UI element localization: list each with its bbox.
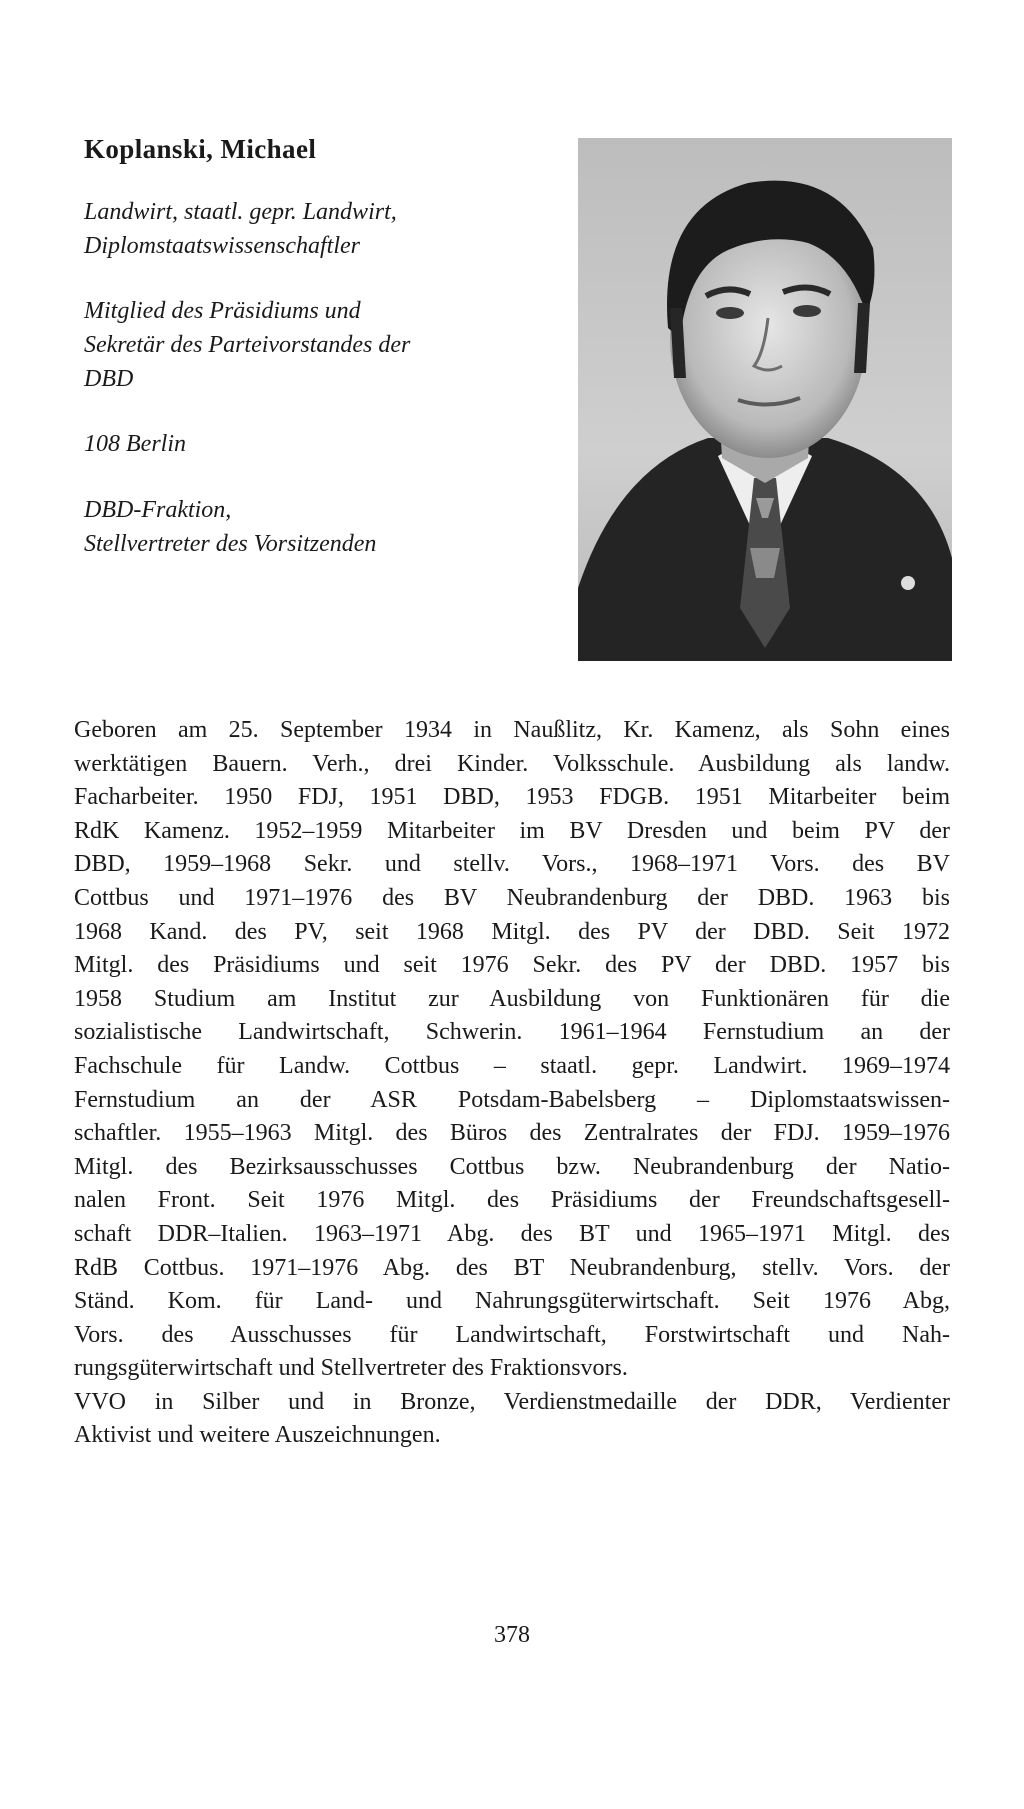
party-position (84, 294, 554, 396)
biography-line: Mitgl. des Bezirksausschusses Cottbus bzw. Neubrandenburg der Natio- (74, 1153, 950, 1180)
location (84, 427, 554, 461)
biography-line: 1968 Kand. des PV, seit 1968 Mitgl. des PV der DBD. Seit 1972 (74, 918, 950, 945)
biography-line: Mitgl. des Präsidiums und seit 1976 Sekr. des PV der DBD. 1957 bis (74, 952, 950, 979)
biography-line: Aktivist und weitere Auszeichnungen. (74, 1422, 441, 1449)
biography-line: RdK Kamenz. 1952–1959 Mitarbeiter im BV Dresden und beim PV der (74, 817, 950, 844)
profession (84, 195, 554, 263)
portrait-photo-icon (578, 138, 952, 661)
biography-line: Ständ. Kom. für Land- und Nahrungsgüterwirtschaft. Seit 1976 Abg, (74, 1288, 950, 1315)
position-line: DBD (84, 366, 134, 392)
biography-line: DBD, 1959–1968 Sekr. und stellv. Vors., 1968–1971 Vors. des BV (74, 851, 950, 878)
biography-line: Fachschule für Landw. Cottbus – staatl. gepr. Landwirt. 1969–1974 (74, 1052, 950, 1079)
biography-line: werktätigen Bauern. Verh., drei Kinder. Volksschule. Ausbildung als landw. (74, 750, 950, 777)
profession-line: Landwirt, staatl. gepr. Landwirt, (84, 199, 397, 225)
biography-line: Vors. des Ausschusses für Landwirtschaft, Forstwirtschaft und Nah- (74, 1321, 950, 1348)
fraction-role (84, 493, 554, 561)
biography-line: nalen Front. Seit 1976 Mitgl. des Präsidiums der Freundschaftsgesell- (74, 1187, 950, 1214)
fraction-line: DBD-Fraktion, (84, 497, 232, 523)
biography-line: sozialistische Landwirtschaft, Schwerin. 1961–1964 Fernstudium an der (74, 1019, 950, 1046)
profession-line: Diplomstaatswissenschaftler (84, 233, 361, 259)
portrait-photo (578, 138, 952, 661)
page-number: 378 (494, 1622, 530, 1648)
biography-line: 1958 Studium am Institut zur Ausbildung von Funktionären für die (74, 985, 950, 1012)
location-line: 108 Berlin (84, 431, 186, 457)
biography-line: schaftler. 1955–1963 Mitgl. des Büros des Zentralrates der FDJ. 1959–1976 (74, 1120, 950, 1147)
biography-line: rungsgüterwirtschaft und Stellvertreter des Fraktionsvors. (74, 1355, 628, 1382)
biography (74, 714, 950, 1453)
fraction-line: Stellvertreter des Vorsitzenden (84, 531, 377, 557)
biography-line: schaft DDR–Italien. 1963–1971 Abg. des BT und 1965–1971 Mitgl. des (74, 1220, 950, 1247)
biography-line: Cottbus und 1971–1976 des BV Neubrandenburg der DBD. 1963 bis (74, 884, 950, 911)
person-name: Koplanski, Michael (84, 134, 317, 164)
biography-line: VVO in Silber und in Bronze, Verdienstmedaille der DDR, Verdienter (74, 1388, 950, 1415)
position-line: Mitglied des Präsidiums und (84, 298, 361, 324)
biography-line: Geboren am 25. September 1934 in Naußlitz, Kr. Kamenz, als Sohn eines (74, 717, 950, 743)
biography-line: RdB Cottbus. 1971–1976 Abg. des BT Neubrandenburg, stellv. Vors. der (74, 1254, 950, 1281)
position-line: Sekretär des Parteivorstandes der (84, 332, 411, 358)
biography-line: Fernstudium an der ASR Potsdam-Babelsberg – Diplomstaatswissen- (74, 1086, 950, 1113)
biography-line: Facharbeiter. 1950 FDJ, 1951 DBD, 1953 FDGB. 1951 Mitarbeiter beim (74, 784, 950, 811)
